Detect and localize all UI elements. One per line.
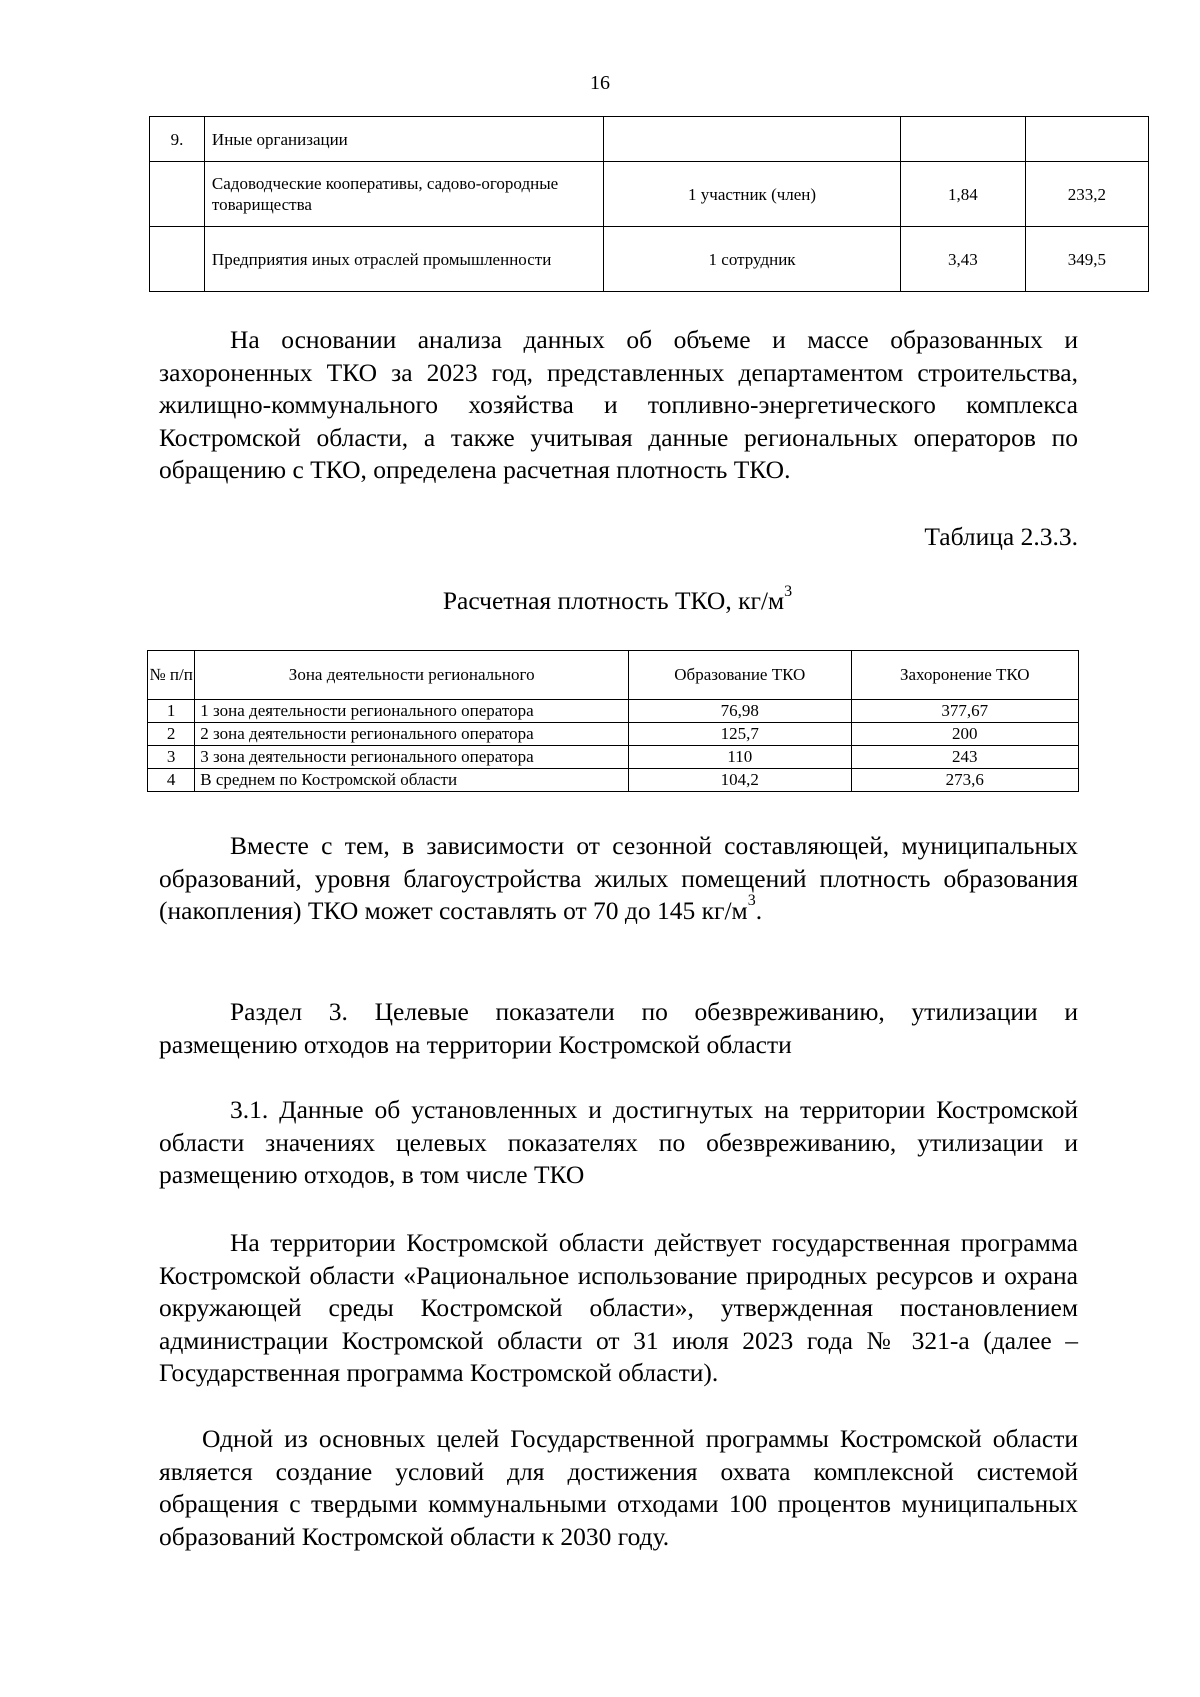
calc-unit: 1 участник (член)	[604, 162, 901, 227]
formation-value: 104,2	[629, 769, 851, 792]
header-formation: Образование ТКО	[629, 651, 851, 700]
value-cell: 233,2	[1025, 162, 1148, 227]
table-title-superscript: 3	[784, 583, 793, 600]
waste-norms-table	[149, 116, 1149, 292]
zone-name: 1 зона деятельности регионального оператора	[195, 700, 629, 723]
section-3-heading: Раздел 3. Целевые показатели по обезвреживанию, утилизации и размещению отходов на территории Костромской области	[159, 997, 1078, 1059]
formation-value: 125,7	[629, 723, 851, 746]
table-row	[150, 227, 1149, 292]
calc-unit: 1 сотрудник	[604, 227, 901, 292]
table-header-row	[148, 651, 1079, 700]
calc-unit	[604, 117, 901, 162]
burial-value: 273,6	[851, 769, 1079, 792]
value-cell: 1,84	[900, 162, 1025, 227]
burial-value: 377,67	[851, 700, 1079, 723]
paragraph-program-goal: Одной из основных целей Государственной программы Костромской области является создание условий для достижения охвата комплексной системой обращения с твердыми коммунальными отходами 100 процентов муниципальных образований Костромской области к 2030 году.	[159, 1424, 1078, 1551]
category-name: Иные организации	[204, 117, 603, 162]
paragraph-state-program: На территории Костромской области действует государственная программа Костромской области «Рациональное использование природных ресурсов и охрана окружающей среды Костромской области», утвержденная постановлением администрации Костромской области от 31 июля 2023 года № 321-а (далее – Государственная программа Костромской области).	[159, 1228, 1078, 1387]
paragraph-end: .	[755, 896, 763, 925]
table-title	[0, 583, 1200, 616]
table-row	[148, 723, 1079, 746]
table-row	[150, 162, 1149, 227]
subsection-3-1-heading: 3.1. Данные об установленных и достигнутых на территории Костромской области значениях целевых показателях по обезвреживанию, утилизации и размещению отходов, в том числе ТКО	[159, 1095, 1078, 1189]
paragraph-density-range	[159, 830, 1078, 928]
table-row	[150, 117, 1149, 162]
category-name: Предприятия иных отраслей промышленности	[204, 227, 603, 292]
header-num: № п/п	[148, 651, 195, 700]
value-cell	[900, 117, 1025, 162]
zone-name: 3 зона деятельности регионального оператора	[195, 746, 629, 769]
paragraph-density-analysis: На основании анализа данных об объеме и массе образованных и захороненных ТКО за 2023 год, представленных департаментом строительства, жилищно-коммунального хозяйства и топливно-энергетического комплекса Костромской области, а также учитывая данные региональных операторов по обращению с ТКО, определена расчетная плотность ТКО.	[159, 325, 1078, 484]
table-caption: Таблица 2.3.3.	[924, 522, 1078, 551]
value-cell	[1025, 117, 1148, 162]
page-number: 16	[590, 72, 610, 94]
table-title-text: Расчетная плотность ТКО, кг/м	[442, 586, 785, 615]
formation-value: 76,98	[629, 700, 851, 723]
value-cell: 349,5	[1025, 227, 1148, 292]
header-zone: Зона деятельности регионального	[195, 651, 629, 700]
row-number: 9.	[150, 117, 205, 162]
value-cell: 3,43	[900, 227, 1025, 292]
formation-value: 110	[629, 746, 851, 769]
paragraph-text: Вместе с тем, в зависимости от сезонной составляющей, муниципальных образований, уровня благоустройства жилых помещений плотность образования (накопления) ТКО может составлять от 70 до 145 кг/м	[159, 831, 1078, 925]
zone-name: 2 зона деятельности регионального оператора	[195, 723, 629, 746]
row-number: 3	[148, 746, 195, 769]
table-row	[148, 700, 1079, 723]
burial-value: 243	[851, 746, 1079, 769]
row-number: 2	[148, 723, 195, 746]
header-burial: Захоронение ТКО	[851, 651, 1079, 700]
row-number: 1	[148, 700, 195, 723]
row-number	[150, 162, 205, 227]
superscript: 3	[747, 892, 756, 909]
row-number: 4	[148, 769, 195, 792]
table-row	[148, 769, 1079, 792]
category-name: Садоводческие кооперативы, садово-огородные товарищества	[204, 162, 603, 227]
table-row	[148, 746, 1079, 769]
density-table	[147, 650, 1079, 792]
row-number	[150, 227, 205, 292]
burial-value: 200	[851, 723, 1079, 746]
zone-name: В среднем по Костромской области	[195, 769, 629, 792]
